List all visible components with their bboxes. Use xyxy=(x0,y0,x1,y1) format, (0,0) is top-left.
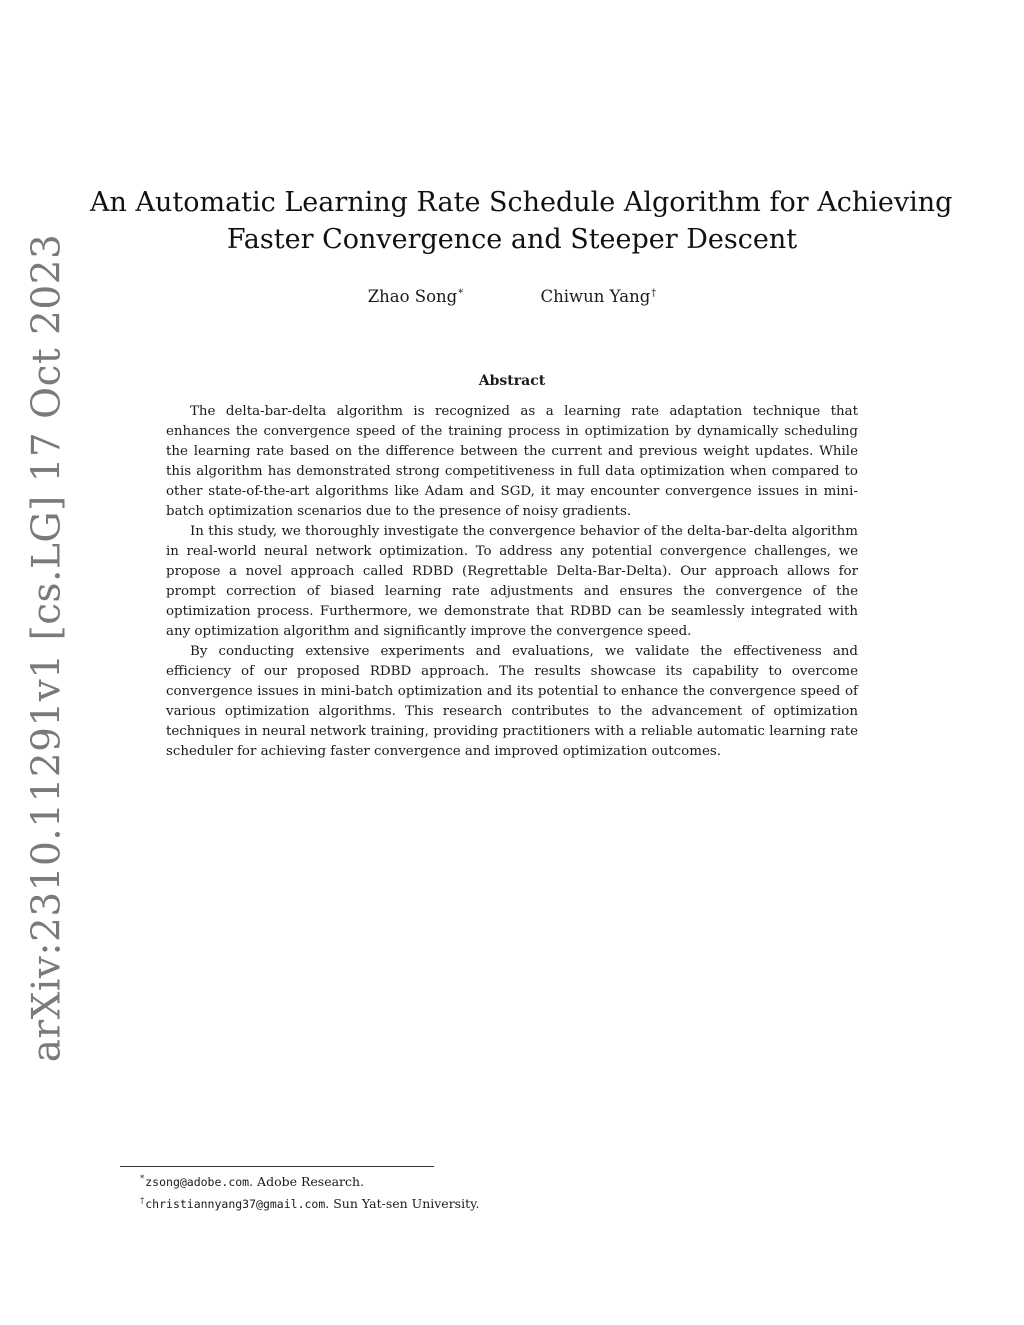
abstract-heading: Abstract xyxy=(478,373,546,389)
title-line-2: Faster Convergence and Steeper Descent xyxy=(226,224,798,255)
abstract-body xyxy=(166,402,858,762)
arxiv-identifier-stamp: arXiv:2310.11291v1 [cs.LG] 17 Oct 2023 xyxy=(24,233,70,1063)
footnotes xyxy=(140,1170,900,1214)
author-2-name: Chiwun Yang xyxy=(540,287,651,306)
footnote-divider xyxy=(120,1166,434,1167)
footnote-1-mark: * xyxy=(140,1174,145,1184)
author-1-footnote-mark: * xyxy=(458,288,464,299)
footnote-2 xyxy=(140,1192,900,1214)
author-1 xyxy=(368,284,464,307)
author-2-footnote-mark: † xyxy=(651,288,657,299)
abstract-paragraph-3: By conducting extensive experiments and evaluations, we validate the effectiveness and efficiency of our proposed RDBD approach. The results showcase its capability to overcome convergence issues in mini-batch optimization and its potential to enhance the convergence speed of various optimization algorithms. This research contributes to the advancement of optimization techniques in neural network training, providing practitioners with a reliable automatic learning rate scheduler for achieving faster convergence and improved optimization outcomes. xyxy=(166,644,858,759)
author-2 xyxy=(541,284,657,307)
footnote-1-email-link[interactable]: zsong@adobe.com xyxy=(145,1175,250,1189)
author-list xyxy=(200,284,824,307)
paper-title xyxy=(90,184,953,258)
footnote-1-affiliation: . Adobe Research. xyxy=(249,1174,365,1189)
author-1-name: Zhao Song xyxy=(367,287,458,306)
footnote-2-mark: † xyxy=(140,1196,145,1206)
footnote-2-email-link[interactable]: christiannyang37@gmail.com xyxy=(145,1197,326,1211)
abstract-paragraph-2: In this study, we thoroughly investigate the convergence behavior of the delta-bar-delta algorithm in real-world neural network optimization. To address any potential convergence challenges, we propose a novel approach called RDBD (Regrettable Delta-Bar-Delta). Our approach allows for prompt correction of biased learning rate adjustments and ensures the convergence of the optimization process. Furthermore, we demonstrate that RDBD can be seamlessly integrated with any optimization algorithm and significantly improve the convergence speed. xyxy=(166,524,858,639)
abstract-paragraph-1: The delta-bar-delta algorithm is recognized as a learning rate adaptation technique that enhances the convergence speed of the training process in optimization by dynamically scheduling the learning rate based on the difference between the current and previous weight updates. While this algorithm has demonstrated strong competitiveness in full data optimization when compared to other state-of-the-art algorithms like Adam and SGD, it may encounter convergence issues in mini-batch optimization scenarios due to the presence of noisy gradients. xyxy=(166,404,858,519)
footnote-2-affiliation: . Sun Yat-sen University. xyxy=(325,1196,480,1211)
footnote-1 xyxy=(140,1170,900,1192)
title-line-1: An Automatic Learning Rate Schedule Algorithm for Achieving xyxy=(90,187,953,218)
